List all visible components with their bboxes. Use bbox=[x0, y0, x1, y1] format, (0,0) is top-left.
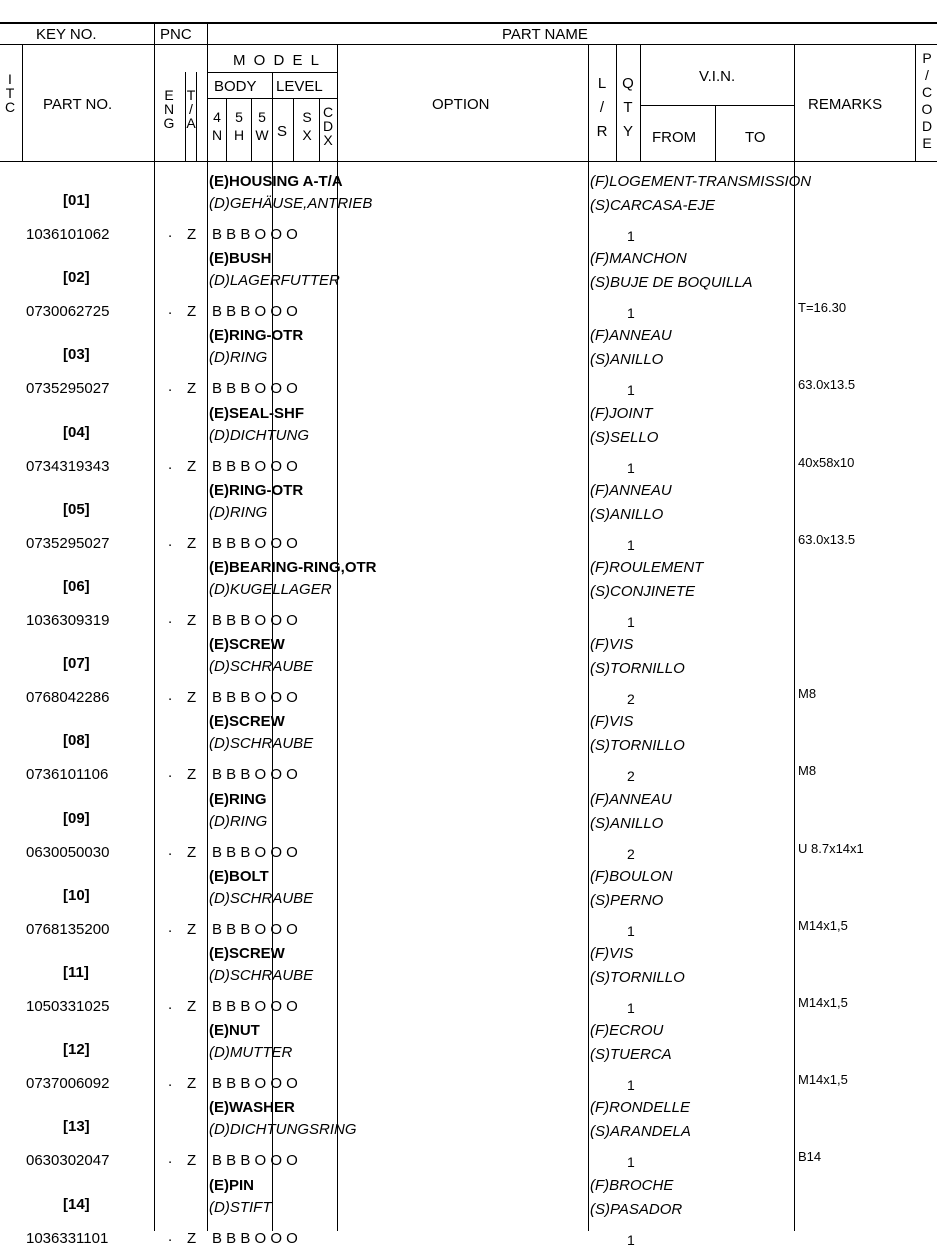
model-applicability: B B B O O O bbox=[212, 226, 298, 243]
ta-code: Z bbox=[187, 689, 197, 707]
part-name-french: (F)ANNEAU bbox=[590, 790, 672, 808]
part-name-french: (F)MANCHON bbox=[590, 250, 687, 268]
eng-mark: . bbox=[168, 918, 173, 936]
quantity: 1 bbox=[627, 1231, 635, 1248]
ta-code: Z bbox=[187, 380, 197, 398]
part-name-english: (E)RING-OTR bbox=[209, 327, 304, 345]
quantity: 1 bbox=[627, 305, 635, 322]
part-name-english: (E)BEARING-RING,OTR bbox=[209, 559, 377, 576]
ta-code: Z bbox=[187, 843, 197, 861]
ta-code: Z bbox=[187, 1075, 197, 1093]
remarks-value: M14x1,5 bbox=[798, 1072, 848, 1088]
col-itc-line bbox=[22, 44, 23, 161]
remarks-value: M14x1,5 bbox=[798, 917, 848, 933]
part-name-french: (F)ROULEMENT bbox=[590, 559, 704, 576]
part-name-french: (F)ANNEAU bbox=[590, 481, 672, 499]
remarks-value: M14x1,5 bbox=[798, 995, 848, 1010]
part-name-french: (F)ECROU bbox=[590, 1022, 664, 1040]
col-option-line bbox=[337, 44, 338, 1231]
vin-from-header: FROM bbox=[652, 129, 697, 146]
ta-code: Z bbox=[187, 920, 197, 938]
eng-mark: . bbox=[168, 1150, 173, 1168]
body-col-5h: 5 H bbox=[233, 109, 245, 143]
part-name-german: (D)STIFT bbox=[209, 1198, 272, 1216]
part-key-no: [02] bbox=[63, 269, 90, 287]
part-number: 0736101106 bbox=[26, 766, 109, 784]
part-number: 0768042286 bbox=[26, 689, 110, 707]
vin-header: V.I.N. bbox=[699, 68, 736, 85]
part-name-french: (F)LOGEMENT-TRANSMISSION bbox=[590, 173, 812, 190]
model-applicability: B B B O O O bbox=[212, 303, 298, 321]
part-key-no: [06] bbox=[63, 578, 90, 595]
remarks-value: 63.0x13.5 bbox=[798, 531, 856, 547]
quantity: 1 bbox=[627, 1000, 635, 1016]
pcode-header: P / C O D E bbox=[921, 50, 933, 151]
part-name-spanish: (S)PASADOR bbox=[590, 1200, 683, 1218]
remarks-value: B14 bbox=[798, 1149, 822, 1165]
part-name-german: (D)DICHTUNG bbox=[209, 426, 309, 444]
model-applicability: B B B O O O bbox=[212, 534, 298, 552]
remarks-value: T=16.30 bbox=[798, 300, 847, 316]
part-name-english: (E)HOUSING A-T/A bbox=[209, 173, 343, 190]
ta-code: Z bbox=[187, 303, 197, 321]
body-col-4n: 4 N bbox=[211, 109, 223, 143]
model-applicability: B B B O O O bbox=[212, 1075, 298, 1093]
remarks-value: 63.0x13.5 bbox=[798, 377, 856, 393]
model-applicability: B B B O O O bbox=[212, 457, 298, 475]
quantity: 1 bbox=[627, 1154, 635, 1171]
part-name-english: (E)PIN bbox=[209, 1176, 254, 1194]
ta-code: Z bbox=[187, 457, 197, 475]
remarks-value: U 8.7x14x1 bbox=[798, 840, 864, 856]
part-name-english: (E)RING bbox=[209, 790, 267, 808]
eng-mark: . bbox=[168, 610, 173, 627]
eng-mark: . bbox=[168, 532, 173, 550]
part-no-header: PART NO. bbox=[43, 96, 113, 113]
part-name-english: (E)NUT bbox=[209, 1022, 260, 1040]
level-col-cdx: C D X bbox=[322, 104, 334, 148]
part-name-french: (F)BOULON bbox=[590, 867, 673, 885]
col-lr-line bbox=[588, 44, 589, 1231]
ta-header: T / A bbox=[186, 87, 196, 131]
part-name-spanish: (S)TORNILLO bbox=[590, 660, 685, 678]
col-remarks-line bbox=[794, 44, 795, 1231]
eng-mark: . bbox=[168, 996, 173, 1013]
eng-header: E N G bbox=[163, 87, 175, 131]
part-number: 0768135200 bbox=[26, 920, 110, 938]
remarks-value: M8 bbox=[798, 686, 817, 702]
header-top-border bbox=[0, 22, 937, 24]
part-name-german: (D)RING bbox=[209, 812, 268, 830]
col-pcode-line bbox=[915, 44, 916, 161]
eng-mark: . bbox=[168, 455, 173, 473]
option-header: OPTION bbox=[432, 96, 490, 113]
ta-code: Z bbox=[187, 998, 197, 1015]
ta-code: Z bbox=[187, 1152, 197, 1170]
part-name-german: (D)SCHRAUBE bbox=[209, 967, 314, 984]
part-name-french: (F)BROCHE bbox=[590, 1176, 674, 1194]
eng-mark: . bbox=[168, 1073, 173, 1091]
level-header: LEVEL bbox=[276, 78, 323, 95]
eng-mark: . bbox=[168, 687, 173, 705]
part-name-english: (E)SCREW bbox=[209, 945, 285, 962]
col-ta-line bbox=[196, 72, 197, 161]
part-number: 0630302047 bbox=[26, 1152, 110, 1170]
ta-code: Z bbox=[187, 1229, 197, 1247]
remarks-header: REMARKS bbox=[808, 96, 883, 113]
quantity: 1 bbox=[627, 228, 635, 244]
part-name-english: (E)SCREW bbox=[209, 713, 285, 731]
quantity: 1 bbox=[627, 614, 635, 630]
part-name-spanish: (S)TORNILLO bbox=[590, 737, 685, 755]
col-pnc-line bbox=[207, 22, 208, 1231]
col-level-s-line bbox=[293, 98, 294, 161]
part-name-english: (E)BOLT bbox=[209, 867, 269, 885]
model-applicability: B B B O O O bbox=[212, 612, 298, 629]
quantity: 1 bbox=[627, 922, 635, 939]
part-number: 0735295027 bbox=[26, 534, 110, 552]
part-key-no: [08] bbox=[63, 732, 90, 750]
part-name-german: (D)MUTTER bbox=[209, 1044, 293, 1062]
part-name-french: (F)JOINT bbox=[590, 404, 653, 422]
part-name-french: (F)RONDELLE bbox=[590, 1099, 691, 1117]
part-key-no: [11] bbox=[63, 964, 89, 981]
part-name-spanish: (S)CONJINETE bbox=[590, 583, 695, 600]
eng-mark: . bbox=[168, 224, 173, 241]
ta-code: Z bbox=[187, 226, 197, 243]
part-name-german: (D)KUGELLAGER bbox=[209, 581, 332, 598]
remarks-value: 40x58x10 bbox=[798, 454, 855, 470]
part-name-spanish: (S)PERNO bbox=[590, 891, 664, 909]
part-number: 0737006092 bbox=[26, 1075, 110, 1093]
model-applicability: B B B O O O bbox=[212, 920, 298, 938]
part-name-french: (F)VIS bbox=[590, 945, 634, 962]
part-name-spanish: (S)ANILLO bbox=[590, 814, 664, 832]
pnc-header: PNC bbox=[160, 26, 192, 43]
quantity: 1 bbox=[627, 536, 635, 553]
part-name-german: (D)SCHRAUBE bbox=[209, 658, 314, 676]
part-name-spanish: (S)ANILLO bbox=[590, 505, 664, 523]
ta-code: Z bbox=[187, 766, 197, 784]
quantity: 1 bbox=[627, 1077, 635, 1094]
header-bottom-line bbox=[0, 161, 937, 162]
part-name-german: (D)SCHRAUBE bbox=[209, 735, 314, 753]
part-name-spanish: (S)TUERCA bbox=[590, 1046, 672, 1064]
part-name-english: (E)BUSH bbox=[209, 250, 272, 268]
part-key-no: [12] bbox=[63, 1041, 90, 1059]
part-name-english: (E)SEAL-SHF bbox=[209, 404, 304, 422]
body-header: BODY bbox=[214, 78, 257, 95]
part-name-spanish: (S)TORNILLO bbox=[590, 969, 685, 986]
model-applicability: B B B O O O bbox=[212, 1229, 298, 1247]
part-key-no: [01] bbox=[63, 192, 90, 209]
quantity: 2 bbox=[627, 691, 635, 708]
part-name-spanish: (S)ANILLO bbox=[590, 351, 664, 369]
part-name-german: (D)LAGERFUTTER bbox=[209, 272, 340, 290]
part-key-no: [03] bbox=[63, 346, 90, 364]
part-name-english: (E)RING-OTR bbox=[209, 481, 304, 499]
part-key-no: [09] bbox=[63, 809, 90, 827]
vin-to-header: TO bbox=[745, 129, 766, 146]
part-number: 0735295027 bbox=[26, 380, 110, 398]
part-key-no: [07] bbox=[63, 655, 90, 673]
part-name-spanish: (S)ARANDELA bbox=[590, 1123, 691, 1141]
part-name-english: (E)SCREW bbox=[209, 636, 285, 654]
eng-mark: . bbox=[168, 1227, 173, 1245]
part-name-german: (D)RING bbox=[209, 503, 268, 521]
col-from-to-line bbox=[715, 105, 716, 161]
part-name-spanish: (S)BUJE DE BOQUILLA bbox=[590, 274, 753, 292]
part-name-german: (D)GEHÄUSE,ANTRIEB bbox=[209, 195, 373, 212]
part-number: 0734319343 bbox=[26, 457, 110, 475]
model-applicability: B B B O O O bbox=[212, 1152, 298, 1170]
part-name-german: (D)DICHTUNGSRING bbox=[209, 1121, 357, 1139]
header-row1-line bbox=[0, 44, 937, 45]
itc-header: I T C bbox=[4, 71, 16, 115]
eng-mark: . bbox=[168, 301, 173, 319]
part-number: 1036331101 bbox=[26, 1229, 109, 1247]
vin-line bbox=[640, 105, 794, 106]
lr-header: L / R bbox=[596, 75, 608, 140]
part-number: 1050331025 bbox=[26, 998, 110, 1015]
col-key-line bbox=[154, 22, 155, 1231]
model-applicability: B B B O O O bbox=[212, 766, 298, 784]
part-name-french: (F)ANNEAU bbox=[590, 327, 672, 345]
part-key-no: [04] bbox=[63, 423, 90, 441]
part-key-no: [13] bbox=[63, 1118, 90, 1136]
part-name-spanish: (S)CARCASA-EJE bbox=[590, 197, 716, 214]
key-no-header: KEY NO. bbox=[36, 26, 97, 43]
part-number: 1036101062 bbox=[26, 226, 110, 243]
model-applicability: B B B O O O bbox=[212, 998, 298, 1015]
part-name-header: PART NAME bbox=[502, 26, 588, 43]
part-name-french: (F)VIS bbox=[590, 713, 634, 731]
part-key-no: [05] bbox=[63, 500, 90, 518]
quantity: 2 bbox=[627, 845, 635, 862]
part-number: 1036309319 bbox=[26, 612, 110, 629]
eng-mark: . bbox=[168, 378, 173, 396]
part-name-english: (E)WASHER bbox=[209, 1099, 295, 1117]
part-key-no: [10] bbox=[63, 886, 90, 904]
level-col-sx: S X bbox=[302, 109, 312, 143]
qty-header: Q T Y bbox=[622, 75, 634, 140]
eng-mark: . bbox=[168, 764, 173, 782]
part-name-german: (D)RING bbox=[209, 349, 268, 367]
remarks-value: M8 bbox=[798, 763, 817, 779]
quantity: 2 bbox=[627, 768, 635, 785]
part-name-french: (F)VIS bbox=[590, 636, 634, 654]
quantity: 1 bbox=[627, 382, 635, 399]
eng-mark: . bbox=[168, 841, 173, 859]
col-vin-line bbox=[640, 44, 641, 161]
part-number: 0630050030 bbox=[26, 843, 110, 861]
part-name-spanish: (S)SELLO bbox=[590, 428, 659, 446]
part-key-no: [14] bbox=[63, 1195, 90, 1213]
model-applicability: B B B O O O bbox=[212, 843, 298, 861]
quantity: 1 bbox=[627, 459, 635, 476]
body-col-5w: 5 W bbox=[255, 109, 269, 143]
part-number: 0730062725 bbox=[26, 303, 110, 321]
model-applicability: B B B O O O bbox=[212, 380, 298, 398]
level-col-s: S bbox=[277, 123, 288, 140]
ta-code: Z bbox=[187, 612, 197, 629]
model-header: M O D E L bbox=[233, 52, 322, 69]
part-name-german: (D)SCHRAUBE bbox=[209, 889, 314, 907]
col-qty-line bbox=[616, 44, 617, 161]
ta-code: Z bbox=[187, 534, 197, 552]
model-applicability: B B B O O O bbox=[212, 689, 298, 707]
